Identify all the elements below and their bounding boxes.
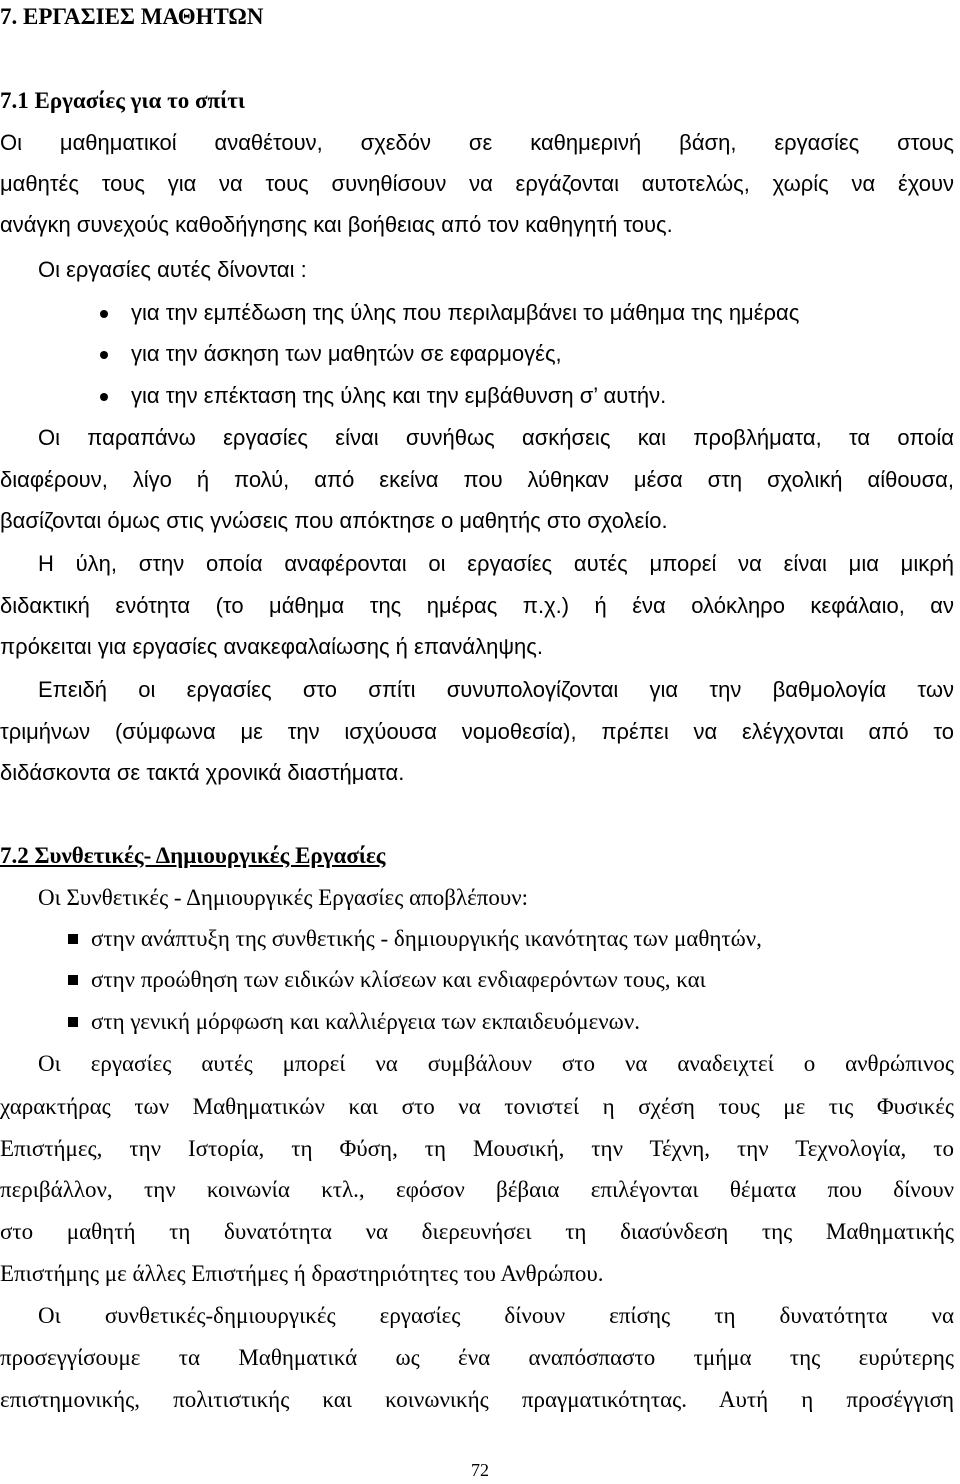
s2-bullet-2: στην προώθηση των ειδικών κλίσεων και ενδιαφερόντων τους, και (91, 967, 706, 992)
square-bullet-icon (68, 934, 78, 944)
s1-para3-line-2: διδακτική ενότητα (το μάθημα της ημέρας π.χ.) ή ένα ολόκληρο κεφάλαιο, αν (0, 593, 954, 618)
s1-para3-line-3: πρόκειται για εργασίες ανακεφαλαίωσης ή επανάληψης. (0, 634, 544, 659)
bullet-dot-icon (100, 393, 108, 401)
s2-para2-line-1: Οι συνθετικές-δημιουργικές εργασίες δίνουν επίσης τη δυνατότητα να (38, 1303, 954, 1328)
s1-list-intro: Οι εργασίες αυτές δίνονται : (38, 257, 307, 282)
s2-para2-line-2: προσεγγίσουμε τα Μαθηματικά ως ένα αναπόσπαστο τμήμα της ευρύτερης (0, 1345, 954, 1370)
square-bullet-icon (68, 1017, 78, 1027)
bullet-dot-icon (100, 310, 108, 318)
s2-bullet-1: στην ανάπτυξη της συνθετικής - δημιουργικής ικανότητας των μαθητών, (91, 926, 762, 951)
s2-para1-line-2: χαρακτήρας των Μαθηματικών και στο να τονιστεί η σχέση τους με τις Φυσικές (0, 1094, 954, 1119)
square-bullet-icon (68, 975, 78, 985)
s1-para2-line-1: Οι παραπάνω εργασίες είναι συνήθως ασκήσεις και προβλήματα, τα οποία (38, 425, 954, 450)
s1-intro-line-3: ανάγκη συνεχούς καθοδήγησης και βοήθειας από τον καθηγητή τους. (0, 212, 673, 237)
s1-para4-line-1: Επειδή οι εργασίες στο σπίτι συνυπολογίζονται για την βαθμολογία των (38, 677, 954, 702)
s1-para3-line-1: Η ύλη, στην οποία αναφέρονται οι εργασίες αυτές μπορεί να είναι μια μικρή (38, 551, 954, 576)
s1-bullet-2: για την άσκηση των μαθητών σε εφαρμογές, (131, 341, 562, 366)
s1-para2-line-3: βασίζονται όμως στις γνώσεις που απόκτησε ο μαθητής στο σχολείο. (0, 508, 668, 533)
bullet-dot-icon (100, 351, 108, 359)
s1-para2-line-2: διαφέρουν, λίγο ή πολύ, από εκείνα που λύθηκαν μέσα στη σχολική αίθουσα, (0, 467, 954, 492)
chapter-title: 7. ΕΡΓΑΣΙΕΣ ΜΑΘΗΤΩΝ (0, 4, 264, 29)
s2-para1-line-6: Επιστήμης με άλλες Επιστήμες ή δραστηριότητες του Ανθρώπου. (0, 1261, 604, 1286)
s2-para2-line-3: επιστημονικής, πολιτιστικής και κοινωνικής πραγματικότητας. Αυτή η προσέγγιση (0, 1387, 954, 1412)
section-heading-7-1: 7.1 Εργασίες για το σπίτι (0, 88, 245, 113)
s1-para4-line-3: διδάσκοντα σε τακτά χρονικά διαστήματα. (0, 760, 405, 785)
s2-list-intro: Οι Συνθετικές - Δημιουργικές Εργασίες αποβλέπουν: (38, 885, 529, 910)
s2-para1-line-1: Οι εργασίες αυτές μπορεί να συμβάλουν στο να αναδειχτεί ο ανθρώπινος (38, 1051, 954, 1076)
s1-bullet-1: για την εμπέδωση της ύλης που περιλαμβάνει το μάθημα της ημέρας (131, 300, 800, 325)
s1-intro-line-2: μαθητές τους για να τους συνηθίσουν να εργάζονται αυτοτελώς, χωρίς να έχουν (0, 171, 954, 196)
s1-para4-line-2: τριμήνων (σύμφωνα με την ισχύουσα νομοθεσία), πρέπει να ελέγχονται από το (0, 719, 954, 744)
page-number: 72 (471, 1460, 489, 1480)
s1-bullet-3: για την επέκταση της ύλης και την εμβάθυνση σ’ αυτήν. (131, 383, 667, 408)
section-heading-7-2: 7.2 Συνθετικές- Δημιουργικές Εργασίες (0, 843, 386, 868)
s2-para1-line-3: Επιστήμες, την Ιστορία, τη Φύση, τη Μουσική, την Τέχνη, την Τεχνολογία, το (0, 1136, 954, 1161)
s2-bullet-3: στη γενική μόρφωση και καλλιέργεια των εκπαιδευόμενων. (91, 1009, 640, 1034)
s1-intro-line-1: Οι μαθηματικοί αναθέτουν, σχεδόν σε καθημερινή βάση, εργασίες στους (0, 130, 954, 155)
s2-para1-line-5: στο μαθητή τη δυνατότητα να διερευνήσει τη διασύνδεση της Μαθηματικής (0, 1219, 954, 1244)
s2-para1-line-4: περιβάλλον, την κοινωνία κτλ., εφόσον βέβαια επιλέγονται θέματα που δίνουν (0, 1177, 954, 1202)
